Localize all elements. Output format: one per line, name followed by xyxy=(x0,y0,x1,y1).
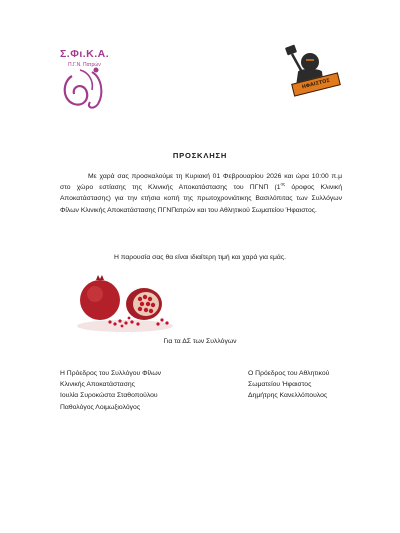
signature-name: Ιουλία Συροκώστα Σταθοπούλου xyxy=(60,392,158,400)
logo-subtitle: Π.Γ.Ν. Πατρών xyxy=(68,62,101,68)
honor-sentence: Η παρουσία σας θα είναι ιδιαίτερη τιμή και χαρά για εμάς. xyxy=(113,254,287,261)
pomegranate-image xyxy=(70,274,180,334)
intro-text-part-1: Με χαρά σας προσκαλούμε τη Κυριακή 01 Φεβρουαρίου 2026 και ώρα 10:00 π.μ στο χώρο εστίασης της Κλινικής Αποκατάστασης του ΠΓΝΠ (1 xyxy=(60,173,342,192)
invitation-title: ΠΡΟΣΚΛΗΣΗ xyxy=(172,151,228,160)
intro-text-part-2: όροφος Κλινική Αποκατάστασης) για την ετήσια κοπή της πρωτοχρονιάτικης Βασιλόπιτας των Συλλόγων Φίλων Κλινικής Αποκατάστασης ΠΓΝΠατρών και του Αθλητικού Σωματείου Ήφαιστος. xyxy=(60,184,342,214)
wheelchair-logo-icon xyxy=(58,64,110,112)
signature-line: Κλινικής Αποκατάστασης xyxy=(60,381,135,389)
hfaistos-logo xyxy=(276,42,342,104)
floor-ordinal-superscript: ος xyxy=(280,181,286,187)
signature-name: Δημήτρης Κανελλόπουλος xyxy=(248,392,328,400)
signature-block-left xyxy=(60,368,200,413)
signature-line: Παθολόγος Λοιμωξιολόγος xyxy=(60,403,141,411)
logo-banner: ΗΦΑΙΣΤΟΣ xyxy=(291,72,341,96)
signature-line: Σωματείου Ήφαιστος xyxy=(248,381,312,389)
signoff-line: Για τα ΔΣ των Συλλόγων xyxy=(163,338,237,345)
sfika-logo xyxy=(52,40,114,110)
signature-line: Η Πρόεδρος του Συλλόγου Φίλων xyxy=(60,370,162,377)
signature-block-right xyxy=(248,368,368,402)
logo-org-name: Σ.Φι.Κ.Α. xyxy=(60,48,110,60)
signature-line: Ο Πρόεδρος του Αθλητικού xyxy=(248,370,330,377)
invitation-paragraph xyxy=(60,171,342,216)
